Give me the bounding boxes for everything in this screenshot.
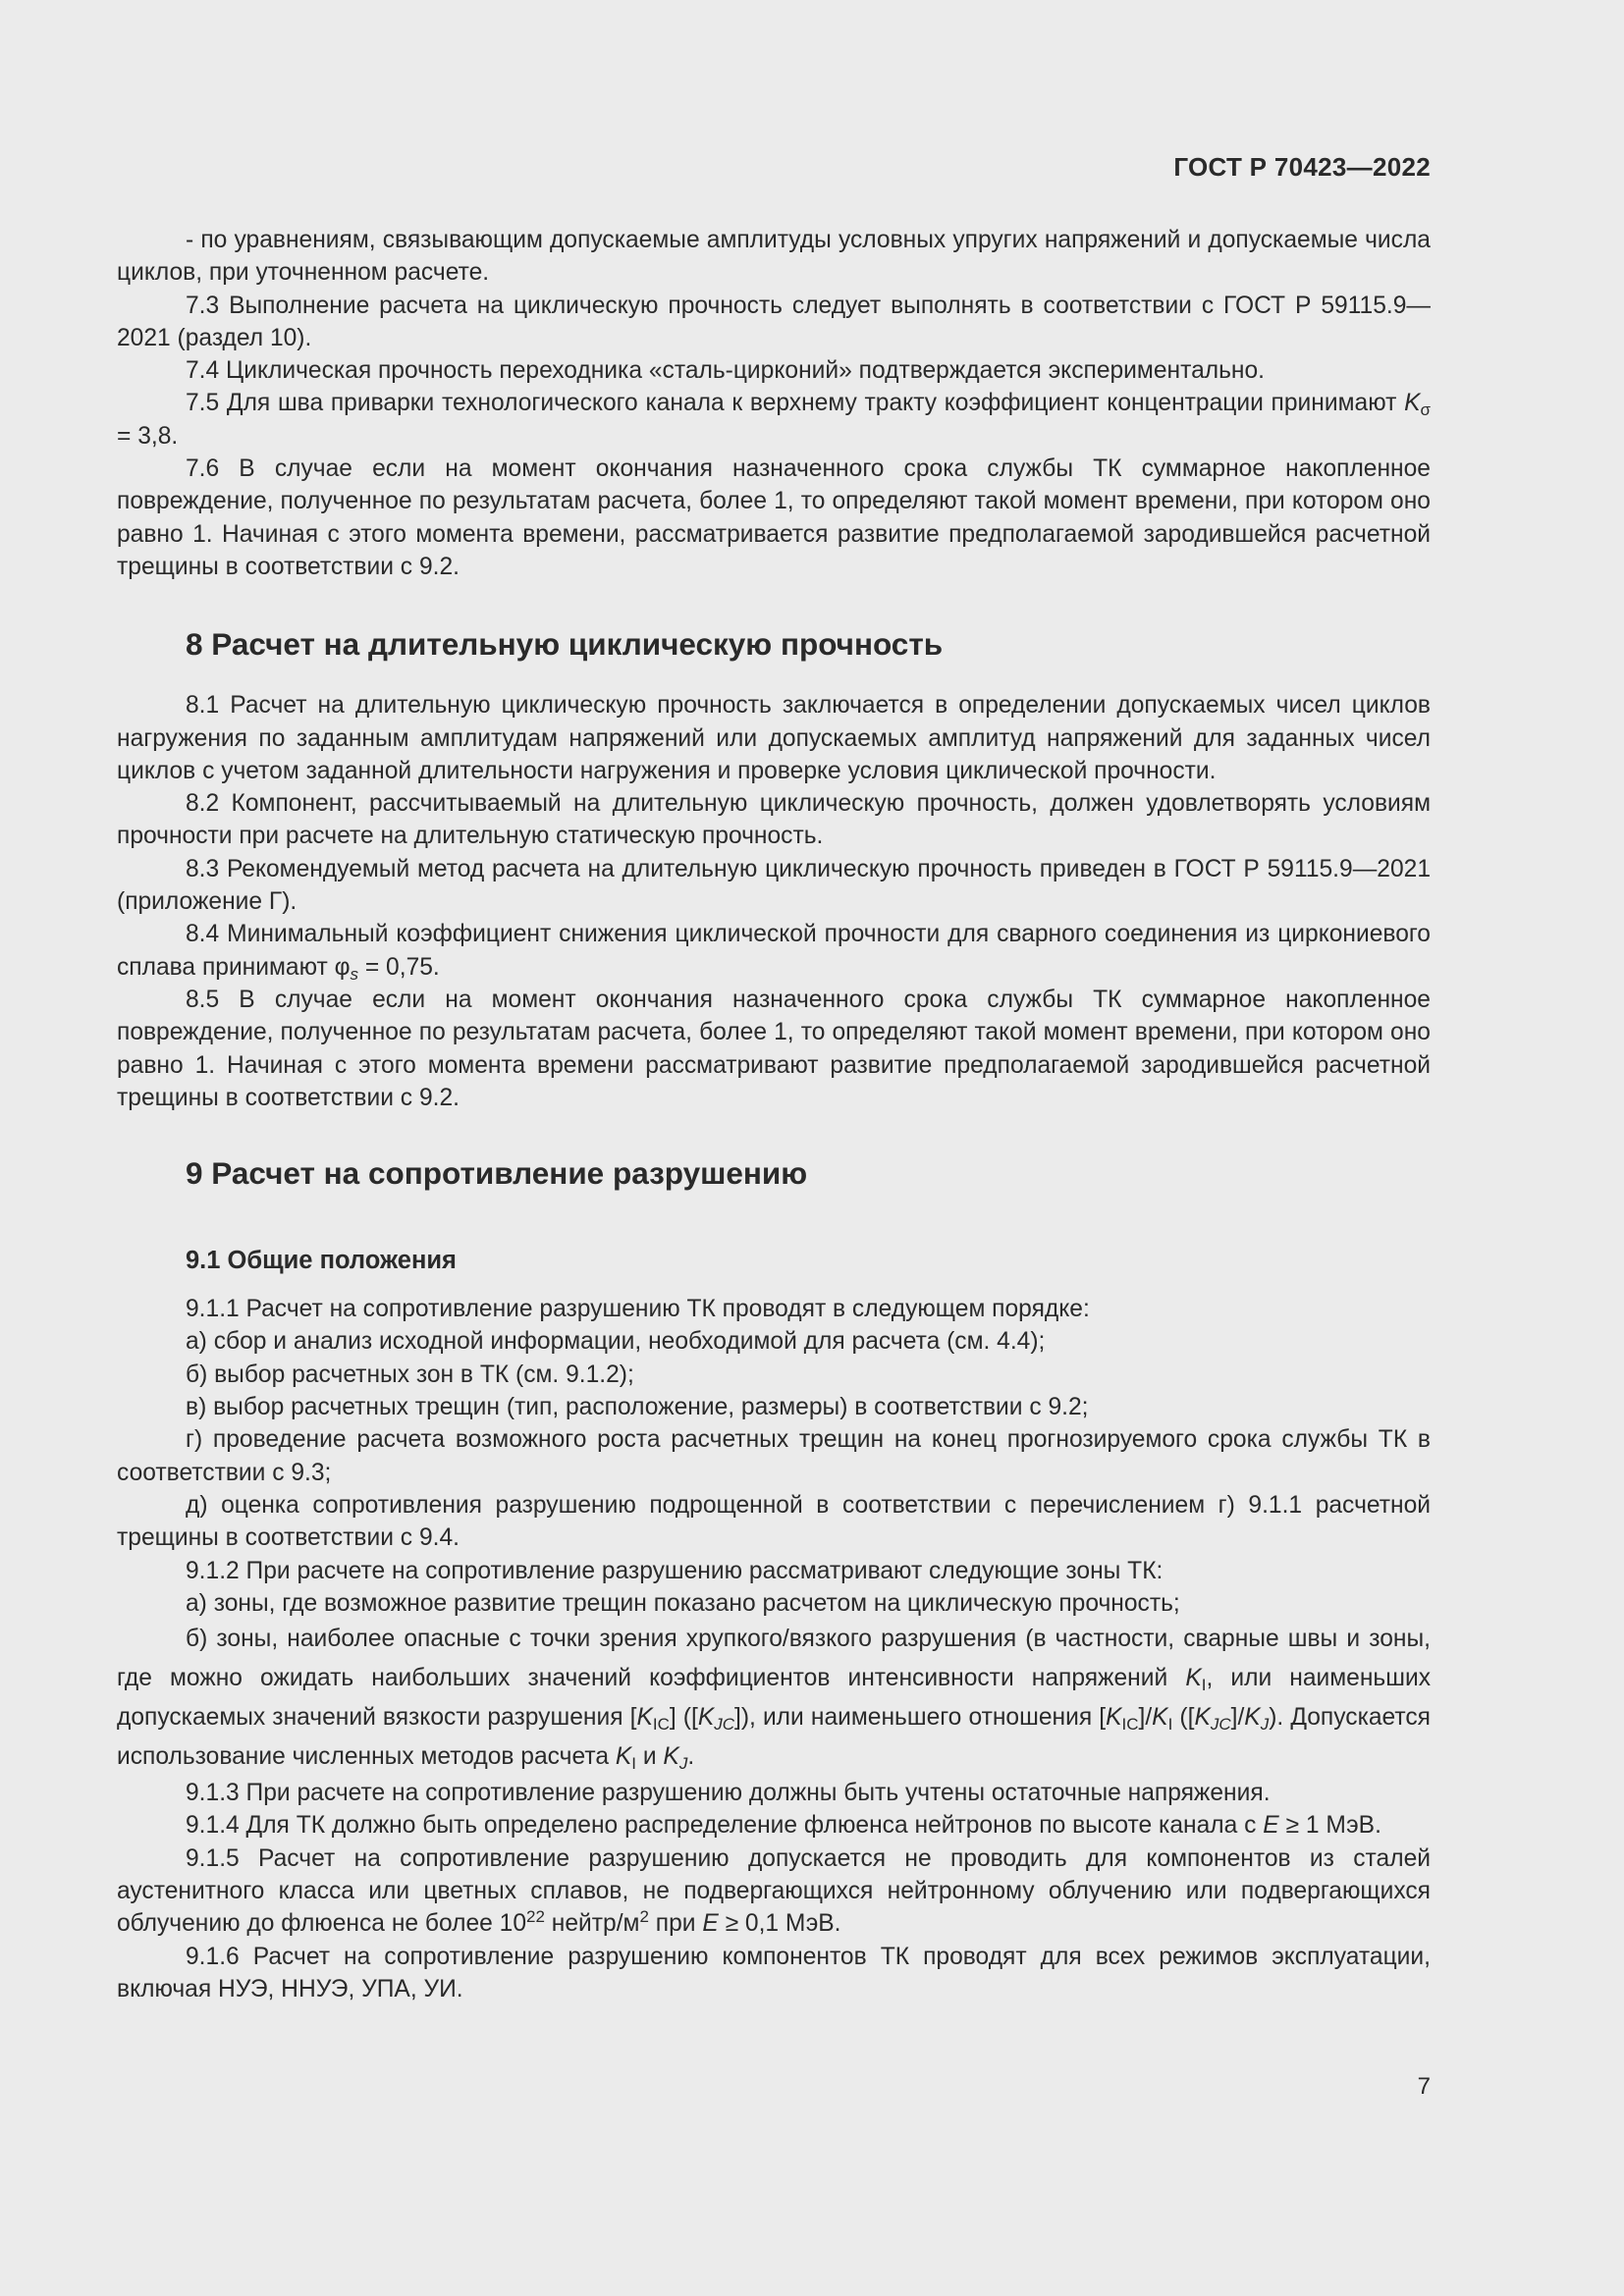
- paragraph-8-4: 8.4 Минимальный коэффициент снижения циклической прочности для сварного соединения из циркониевого сплава принимают $\varphi_s = 0,75$.: [117, 921, 1431, 984]
- list-item-g: г) проведение расчета возможного роста расчетных трещин на конец прогнозируемого срока службы ТК в соответствии с 9.3;: [117, 1426, 1431, 1486]
- paragraph-9-1-3: 9.1.3 При расчете на сопротивление разрушению должны быть учтены остаточные напряжения.: [186, 1780, 1271, 1807]
- paragraph-7-5: 7.5 Для шва приварки технологического канала к верхнему тракту коэффициент концентрации принимают $K_\sigma = 3,8$.: [117, 390, 1431, 450]
- page-number: 7: [1417, 2073, 1431, 2100]
- zones-item-a: а) зоны, где возможное развитие трещин показано расчетом на циклическую прочность;: [186, 1589, 1180, 1617]
- list-item-d: д) оценка сопротивления разрушению подрощенной в соответствии с перечислением г) 9.1.1 расчетной трещины в соответствии с 9.4.: [117, 1491, 1431, 1552]
- paragraph-9-1-1: 9.1.1 Расчет на сопротивление разрушению ТК проводят в следующем порядке:: [186, 1296, 1090, 1323]
- paragraph-7-3: 7.3 Выполнение расчета на циклическую прочность следует выполнять в соответствии с ГОСТ Р 59115.9—2021 (раздел 10).: [117, 292, 1431, 351]
- paragraph-8-1: 8.1 Расчет на длительную циклическую прочность заключается в определении допускаемых чисел циклов нагружения по заданным амплитудам напряжений или допускаемых амплитуд напряжений для заданных чисел циклов с учетом заданной длительности нагружения и проверке условия циклической прочности.: [117, 692, 1431, 784]
- list-item-a: а) сбор и анализ исходной информации, необходимой для расчета (см. 4.4);: [186, 1328, 1046, 1356]
- paragraph-8-3: 8.3 Рекомендуемый метод расчета на длительную циклическую прочность приведен в ГОСТ Р 59115.9—2021 (приложение Г).: [117, 855, 1431, 916]
- document-code-header: ГОСТ Р 70423—2022: [1173, 152, 1431, 182]
- paragraph-7-4: 7.4 Циклическая прочность переходника «сталь-цирконий» подтверждается экспериментально.: [186, 357, 1266, 385]
- document-page: [117, 0, 1431, 2296]
- zones-item-b: б) зоны, наиболее опасные с точки зрения хрупкого/вязкого разрушения (в частности, сварные швы и зоны, где можно ожидать наибольших значений коэффициентов интенсивности напряжений $K_I$, или наименьших допускаемых значений вязкости разрушения $[K_{IC}]$ $([K_{JC}])$, или наименьшего отношения $[K_{IC}]/K_I$ $([K_{JC}]/K_J)$. Допускается использование численных методов расчета $K_I$ и $K_J$.: [117, 1626, 1432, 1774]
- paragraph-9-1-2: 9.1.2 При расчете на сопротивление разрушению рассматривают следующие зоны ТК:: [186, 1557, 1164, 1584]
- paragraph-8-5: 8.5 В случае если на момент окончания назначенного срока службы ТК суммарное накопленное повреждение, полученное по результатам расчета, более 1, то определяют такой момент времени, при котором оно равно 1. Начиная с этого момента времени рассматривают развитие предполагаемой зародившейся расчетной трещины в соответствии с 9.2.: [117, 986, 1431, 1111]
- paragraph-9-1-6: 9.1.6 Расчет на сопротивление разрушению компонентов ТК проводят для всех режимов эксплуатации, включая НУЭ, ННУЭ, УПА, УИ.: [117, 1943, 1431, 2002]
- paragraph-9-1-5: 9.1.5 Расчет на сопротивление разрушению допускается не проводить для компонентов из сталей аустенитного класса или цветных сплавов, не подвергающихся нейтронному облучению или подвергающихся облучению до флюенса не более $10^{22}$ нейтр/$м^2$ при E ≥ 0,1 МэВ.: [117, 1844, 1431, 1938]
- paragraph-list-item: - по уравнениям, связывающим допускаемые амплитуды условных упругих напряжений и допускаемые числа циклов, при уточненном расчете.: [117, 227, 1431, 287]
- list-item-b: б) выбор расчетных зон в ТК (см. 9.1.2);: [186, 1361, 634, 1388]
- section-9-heading: 9 Расчет на сопротивление разрушению: [186, 1155, 808, 1192]
- paragraph-9-1-4: 9.1.4 Для ТК должно быть определено распределение флюенса нейтронов по высоте канала с E ≥ 1 МэВ.: [186, 1812, 1381, 1840]
- section-8-heading: 8 Расчет на длительную циклическую прочность: [186, 626, 944, 663]
- list-item-v: в) выбор расчетных трещин (тип, расположение, размеры) в соответствии с 9.2;: [186, 1394, 1089, 1421]
- paragraph-7-6: 7.6 В случае если на момент окончания назначенного срока службы ТК суммарное накопленное повреждение, полученное по результатам расчета, более 1, то определяют такой момент времени, при котором оно равно 1. Начиная с этого момента времени, рассматривается развитие предполагаемой зародившейся расчетной трещины в соответствии с 9.2.: [117, 455, 1431, 580]
- page-content: [117, 224, 1431, 2005]
- subsection-9-1-heading: 9.1 Общие положения: [186, 1247, 457, 1275]
- paragraph-8-2: 8.2 Компонент, рассчитываемый на длительную циклическую прочность, должен удовлетворять условиям прочности при расчете на длительную статическую прочность.: [117, 790, 1431, 850]
